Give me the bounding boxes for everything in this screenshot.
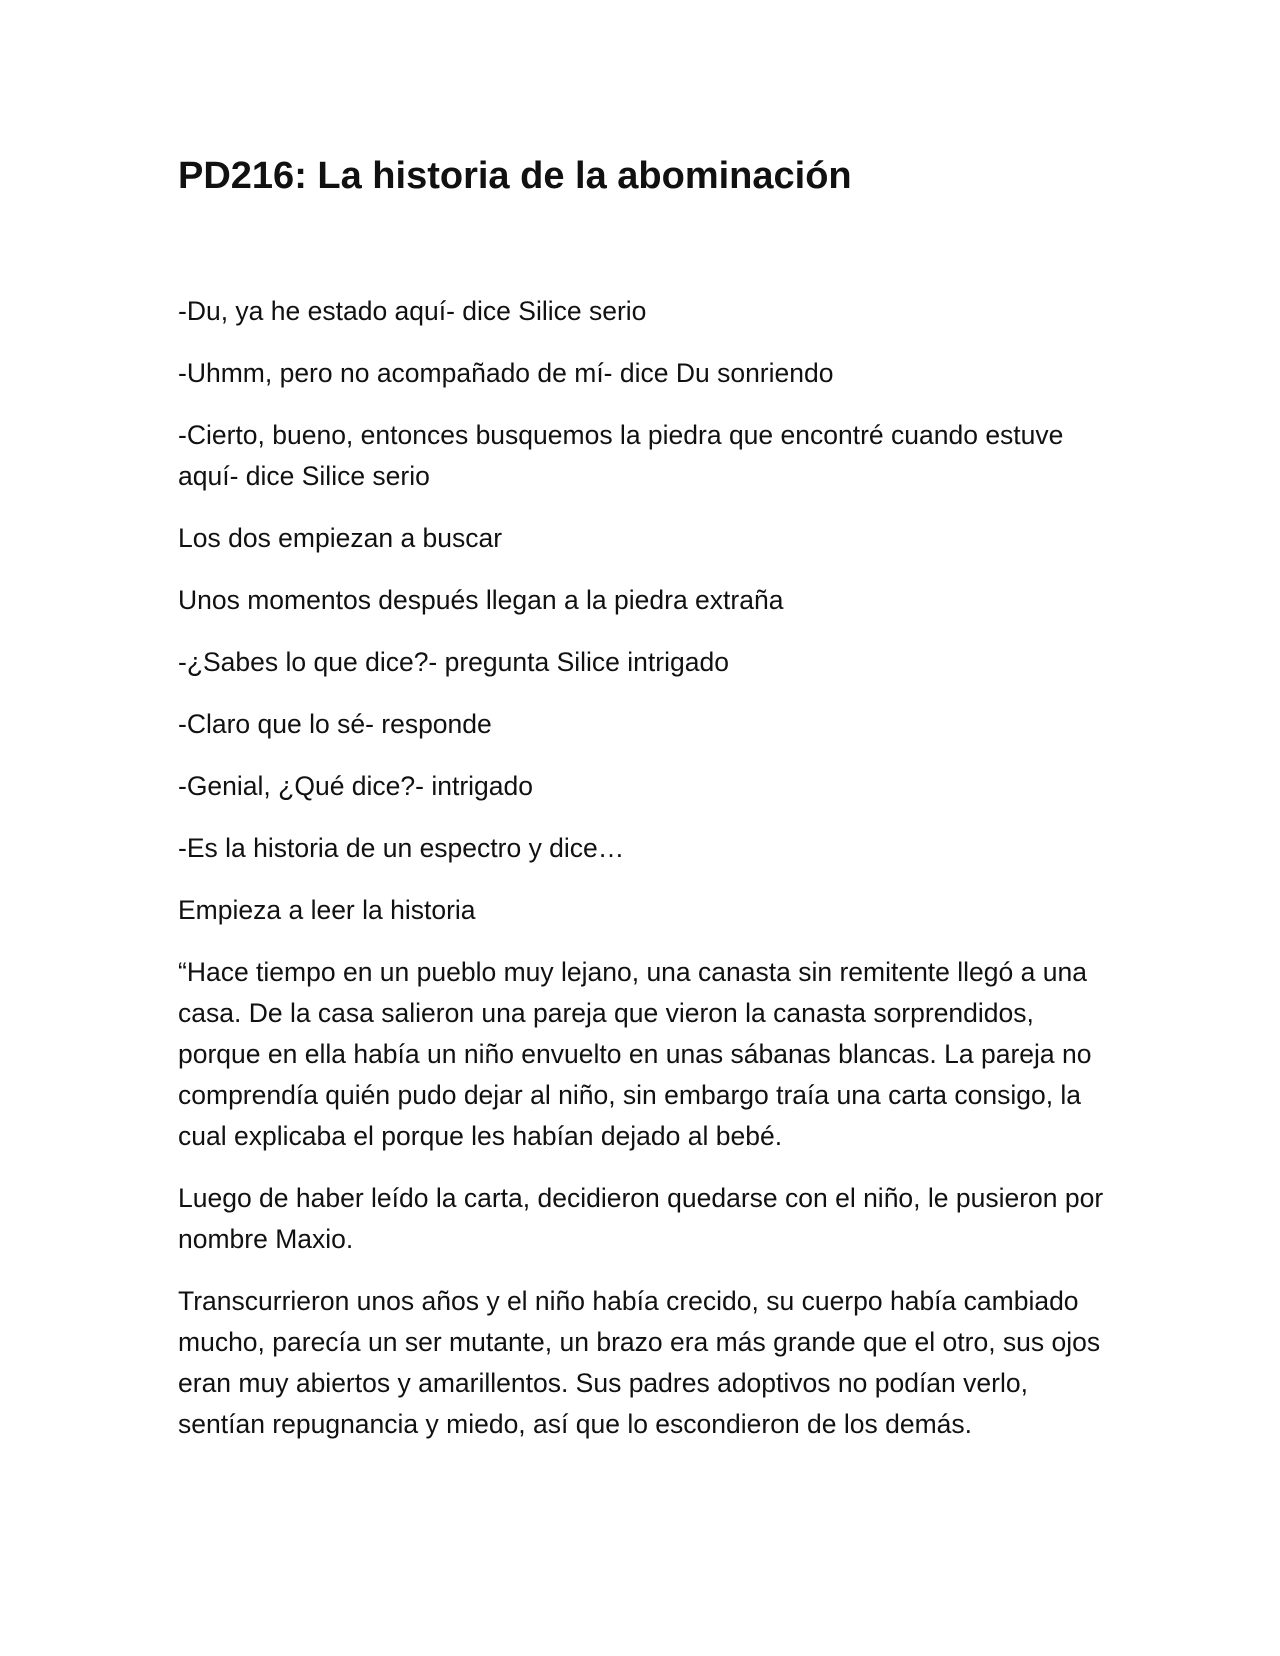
paragraph: Transcurrieron unos años y el niño había crecido, su cuerpo había cambiado mucho, parecía un ser mutante, un brazo era más grande que el otro, sus ojos eran muy abiertos y amarillentos. Sus padres adoptivos no podían verlo, sentían repugnancia y miedo, así que lo escondieron de los demás.	[178, 1286, 1101, 1439]
document-title: PD216: La historia de la abominación	[178, 155, 852, 197]
paragraph: -Cierto, bueno, entonces busquemos la piedra que encontré cuando estuve aquí- dice Silice serio	[178, 420, 1064, 491]
document-body	[178, 291, 1108, 1445]
paragraph: Los dos empiezan a buscar	[178, 523, 503, 553]
paragraph: -Du, ya he estado aquí- dice Silice serio	[178, 296, 647, 326]
paragraph: Empieza a leer la historia	[178, 895, 476, 925]
document-content	[178, 150, 1108, 1466]
paragraph: -Uhmm, pero no acompañado de mí- dice Du sonriendo	[178, 358, 834, 388]
paragraph: -Es la historia de un espectro y dice…	[178, 833, 625, 863]
paragraph: -Claro que lo sé- responde	[178, 709, 492, 739]
paragraph: -Genial, ¿Qué dice?- intrigado	[178, 771, 533, 801]
paragraph: “Hace tiempo en un pueblo muy lejano, una canasta sin remitente llegó a una casa. De la casa salieron una pareja que vieron la canasta sorprendidos, porque en ella había un niño envuelto en unas sábanas blancas. La pareja no comprendía quién pudo dejar al niño, sin embargo traía una carta consigo, la cual explicaba el porque les habían dejado al bebé.	[178, 957, 1092, 1151]
paragraph: -¿Sabes lo que dice?- pregunta Silice intrigado	[178, 647, 729, 677]
paragraph: Unos momentos después llegan a la piedra extraña	[178, 585, 784, 615]
paragraph: Luego de haber leído la carta, decidieron quedarse con el niño, le pusieron por nombre Maxio.	[178, 1183, 1104, 1254]
